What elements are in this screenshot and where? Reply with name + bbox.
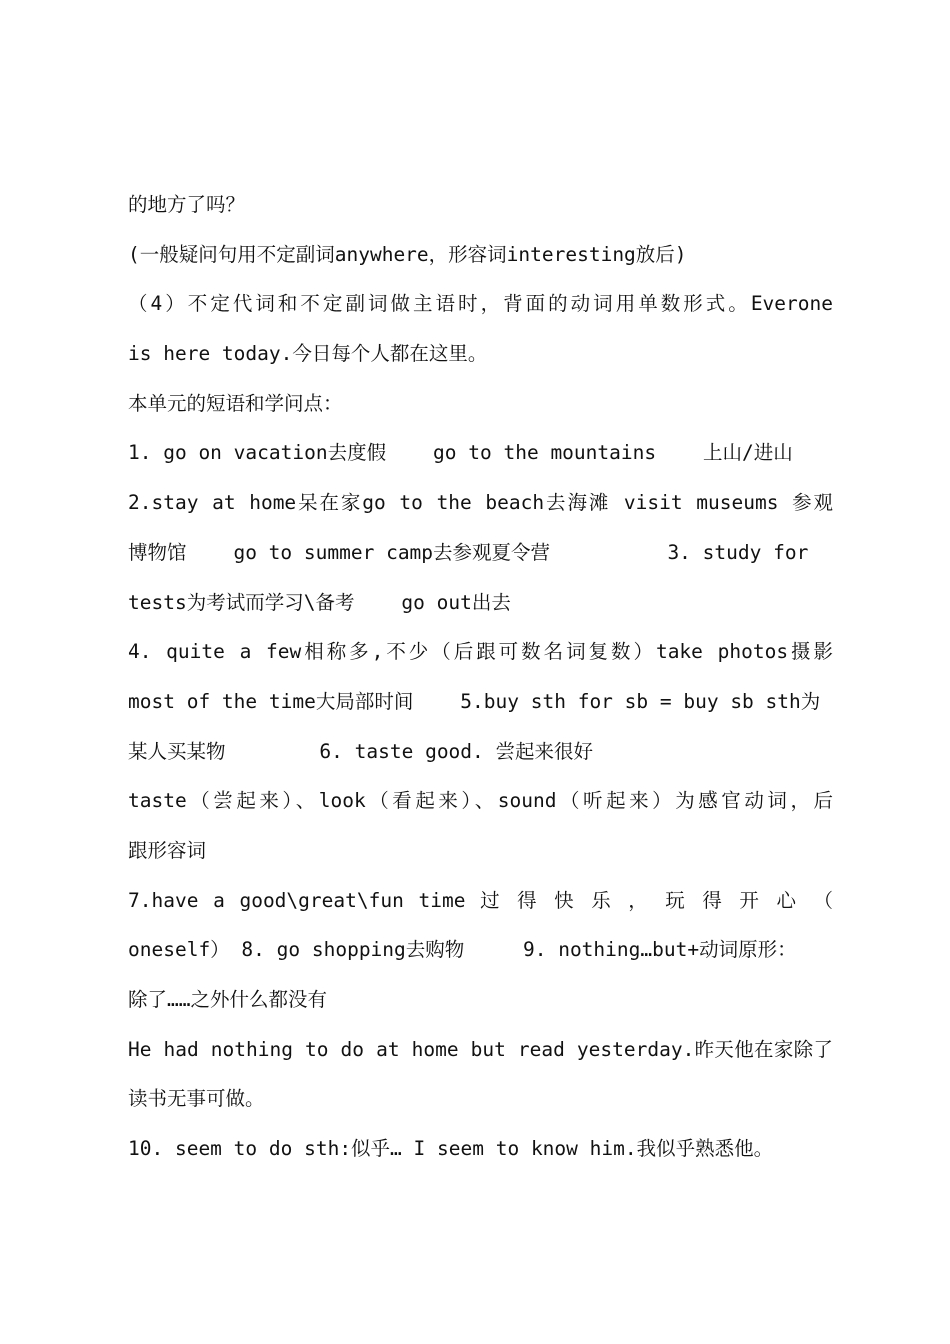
text-line-12: 某人买某物 6. taste good. 尝起来很好 bbox=[128, 739, 594, 763]
text-line-6: 1. go on vacation去度假 go to the mountains 上山/进山 bbox=[128, 441, 793, 465]
section-heading: 本单元的短语和学问点： bbox=[128, 391, 343, 415]
text-line-10: 4. quite a few相称多,不少（后跟可数名词复数）take photos摄影 bbox=[128, 640, 833, 664]
text-line-16: oneself） 8. go shopping去购物 9. nothing…but+动词原形： bbox=[128, 938, 797, 962]
text-line-11: most of the time大局部时间 5.buy sth for sb = buy sb sth为 bbox=[128, 689, 821, 713]
text-line-8: 博物馆 go to summer camp去参观夏令营 3. study for bbox=[128, 540, 809, 564]
text-line-17: 除了……之外什么都没有 bbox=[128, 988, 327, 1011]
text-line-2: (一般疑问句用不定副词anywhere，形容词interesting放后) bbox=[128, 242, 687, 266]
text-line-18: He had nothing to do at home but read yesterday.昨天他在家除了 bbox=[128, 1037, 833, 1061]
text-line-19: 读书无事可做。 bbox=[128, 1087, 265, 1111]
text-line-9: tests为考试而学习\备考 go out出去 bbox=[128, 590, 511, 614]
text-line-7: 2.stay at home呆在家go to the beach去海滩 visit museums 参观 bbox=[128, 491, 833, 515]
text-line-3: （4）不定代词和不定副词做主语时，背面的动词用单数形式。Everone bbox=[128, 292, 833, 316]
text-line-1: 的地方了吗？ bbox=[128, 193, 246, 216]
text-line-4: is here today.今日每个人都在这里。 bbox=[128, 342, 488, 366]
text-line-15: 7.have a good\great\fun time 过 得 快 乐 ， 玩 得 开 心 （ bbox=[128, 888, 833, 912]
text-line-13: taste（尝起来）、look（看起来）、sound（听起来）为感官动词，后 bbox=[128, 789, 833, 813]
text-line-20: 10. seem to do sth:似乎… I seem to know him.我似乎熟悉他。 bbox=[128, 1137, 774, 1161]
document-body bbox=[128, 180, 833, 1174]
text-line-14: 跟形容词 bbox=[128, 838, 207, 862]
